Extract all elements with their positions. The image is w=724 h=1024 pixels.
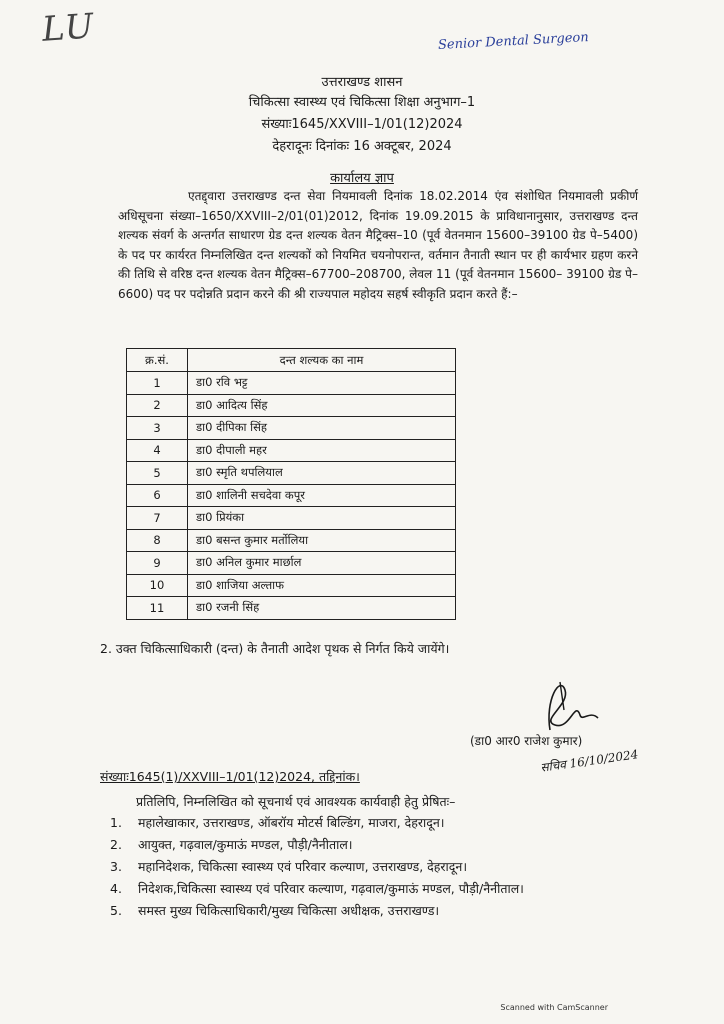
signature-scribble-icon — [520, 670, 630, 740]
signatory-name: (डा0 आर0 राजेश कुमार) — [470, 734, 583, 748]
list-item-number: 5. — [110, 903, 122, 918]
serial-cell: 5 — [127, 462, 188, 485]
list-item-text: महानिदेशक, चिकित्सा स्वास्थ्य एवं परिवार कल्याण, उत्तराखण्ड, देहरादून। — [138, 859, 468, 874]
table-row — [127, 372, 456, 395]
copy-recipient-list — [110, 812, 650, 922]
serial-cell: 10 — [127, 574, 188, 597]
serial-cell: 2 — [127, 394, 188, 417]
serial-cell: 7 — [127, 507, 188, 530]
name-cell: डा0 शालिनी सचदेवा कपूर — [188, 484, 456, 507]
table-header-row — [127, 349, 456, 372]
signature-date: 16/10/2024 — [568, 747, 640, 771]
table-row — [127, 529, 456, 552]
subject-heading: कार्यालय ज्ञाप — [330, 171, 394, 186]
table-row — [127, 574, 456, 597]
serial-cell: 11 — [127, 597, 188, 620]
top-left-handwritten-mark: LU — [40, 6, 97, 50]
list-item-text: महालेखाकार, उत्तराखण्ड, ऑबरॉय मोटर्स बिल्डिंग, माजरा, देहरादून। — [138, 815, 445, 830]
list-item — [110, 856, 650, 878]
list-item — [110, 900, 650, 922]
serial-cell: 8 — [127, 529, 188, 552]
serial-header: क्र.सं. — [127, 349, 188, 372]
promotion-table — [126, 348, 456, 620]
table-row — [127, 552, 456, 575]
body-text: एतद्द्वारा उत्तराखण्ड दन्त सेवा नियमावली दिनांक 18.02.2014 एंव संशोधित नियमावली प्रकीर्ण अधिसूचना संख्या–1650/XXVIII–2/01(01)2012, दिनांक 19.09.2015 के प्राविधानानुसार, उत्तराखण्ड दन्त शल्यक संवर्ग के अन्तर्गत साधारण ग्रेड दन्त शल्यक वेतन मैट्रिक्स–10 (पूर्व वेतनमान 15600–39100 ग्रेड पे–5400) के पद पर कार्यरत निम्नलिखित दन्त शल्यकों को नियमित चयनोपरान्त, वर्तमान तैनाती स्थान पर ही कार्यभार ग्रहण करने की तिथि से वरिष्ठ दन्त शल्यक वेतन मैट्रिक्स–67700–208700, लेवल 11 (पूर्व वेतनमान 15600– 39100 ग्रेड पे–6600) पद पर पदोन्नति प्रदान करने की श्री राज्यपाल महोदय सहर्ष स्वीकृति प्रदान करते हैं:– — [118, 189, 638, 301]
table-row — [127, 507, 456, 530]
name-cell: डा0 बसन्त कुमार मर्तोलिया — [188, 529, 456, 552]
name-cell: डा0 रवि भट्ट — [188, 372, 456, 395]
signatory-title: सचिव — [539, 757, 567, 775]
office-memo-body — [118, 187, 638, 304]
list-item-text: आयुक्त, गढ़वाल/कुमाऊं मण्डल, पौड़ी/नैनीताल। — [138, 837, 353, 852]
table-row — [127, 597, 456, 620]
signatory-title-and-date — [539, 745, 639, 776]
serial-cell: 1 — [127, 372, 188, 395]
list-item-number: 4. — [110, 881, 122, 896]
order-number: संख्याः1645/XXVIII–1/01(12)2024 — [261, 117, 463, 132]
table-row — [127, 462, 456, 485]
serial-cell: 4 — [127, 439, 188, 462]
order-date: देहरादूनः दिनांकः 16 अक्टूबर, 2024 — [272, 139, 452, 154]
list-item — [110, 834, 650, 856]
name-cell: डा0 शाजिया अल्ताफ — [188, 574, 456, 597]
name-cell: डा0 दीपिका सिंह — [188, 417, 456, 440]
name-cell: डा0 स्मृति थपलियाल — [188, 462, 456, 485]
list-item-text: समस्त मुख्य चिकित्साधिकारी/मुख्य चिकित्सा अधीक्षक, उत्तराखण्ड। — [138, 903, 440, 918]
name-cell: डा0 दीपाली महर — [188, 439, 456, 462]
handwritten-note: Senior Dental Surgeon — [437, 30, 590, 53]
table-row — [127, 439, 456, 462]
name-cell: डा0 आदित्य सिंह — [188, 394, 456, 417]
name-cell: डा0 रजनी सिंह — [188, 597, 456, 620]
list-item-number: 2. — [110, 837, 122, 852]
table-row — [127, 394, 456, 417]
department-heading: चिकित्सा स्वास्थ्य एवं चिकित्सा शिक्षा अनुभाग–1 — [248, 95, 476, 110]
copy-heading: प्रतिलिपि, निम्नलिखित को सूचनार्थ एवं आवश्यक कार्यवाही हेतु प्रेषितः– — [136, 794, 456, 809]
list-item-number: 1. — [110, 815, 122, 830]
point-two-text: 2. उक्त चिकित्साधिकारी (दन्त) के तैनाती आदेश पृथक से निर्गत किये जायेंगे। — [100, 641, 450, 656]
name-header: दन्त शल्यक का नाम — [188, 349, 456, 372]
table-row — [127, 484, 456, 507]
list-item — [110, 878, 650, 900]
serial-cell: 6 — [127, 484, 188, 507]
list-item-number: 3. — [110, 859, 122, 874]
list-item — [110, 812, 650, 834]
serial-cell: 3 — [127, 417, 188, 440]
copy-reference-number: संख्याः1645(1)/XXVIII–1/01(12)2024, तद्दिनांक। — [100, 769, 360, 784]
government-heading: उत्तराखण्ड शासन — [321, 75, 403, 90]
scanner-watermark: Scanned with CamScanner — [500, 1003, 608, 1012]
name-cell: डा0 प्रियंका — [188, 507, 456, 530]
name-cell: डा0 अनिल कुमार मार्छाल — [188, 552, 456, 575]
list-item-text: निदेशक,चिकित्सा स्वास्थ्य एवं परिवार कल्याण, गढ़वाल/कुमाऊं मण्डल, पौड़ी/नैनीताल। — [138, 881, 524, 896]
table-row — [127, 417, 456, 440]
serial-cell: 9 — [127, 552, 188, 575]
